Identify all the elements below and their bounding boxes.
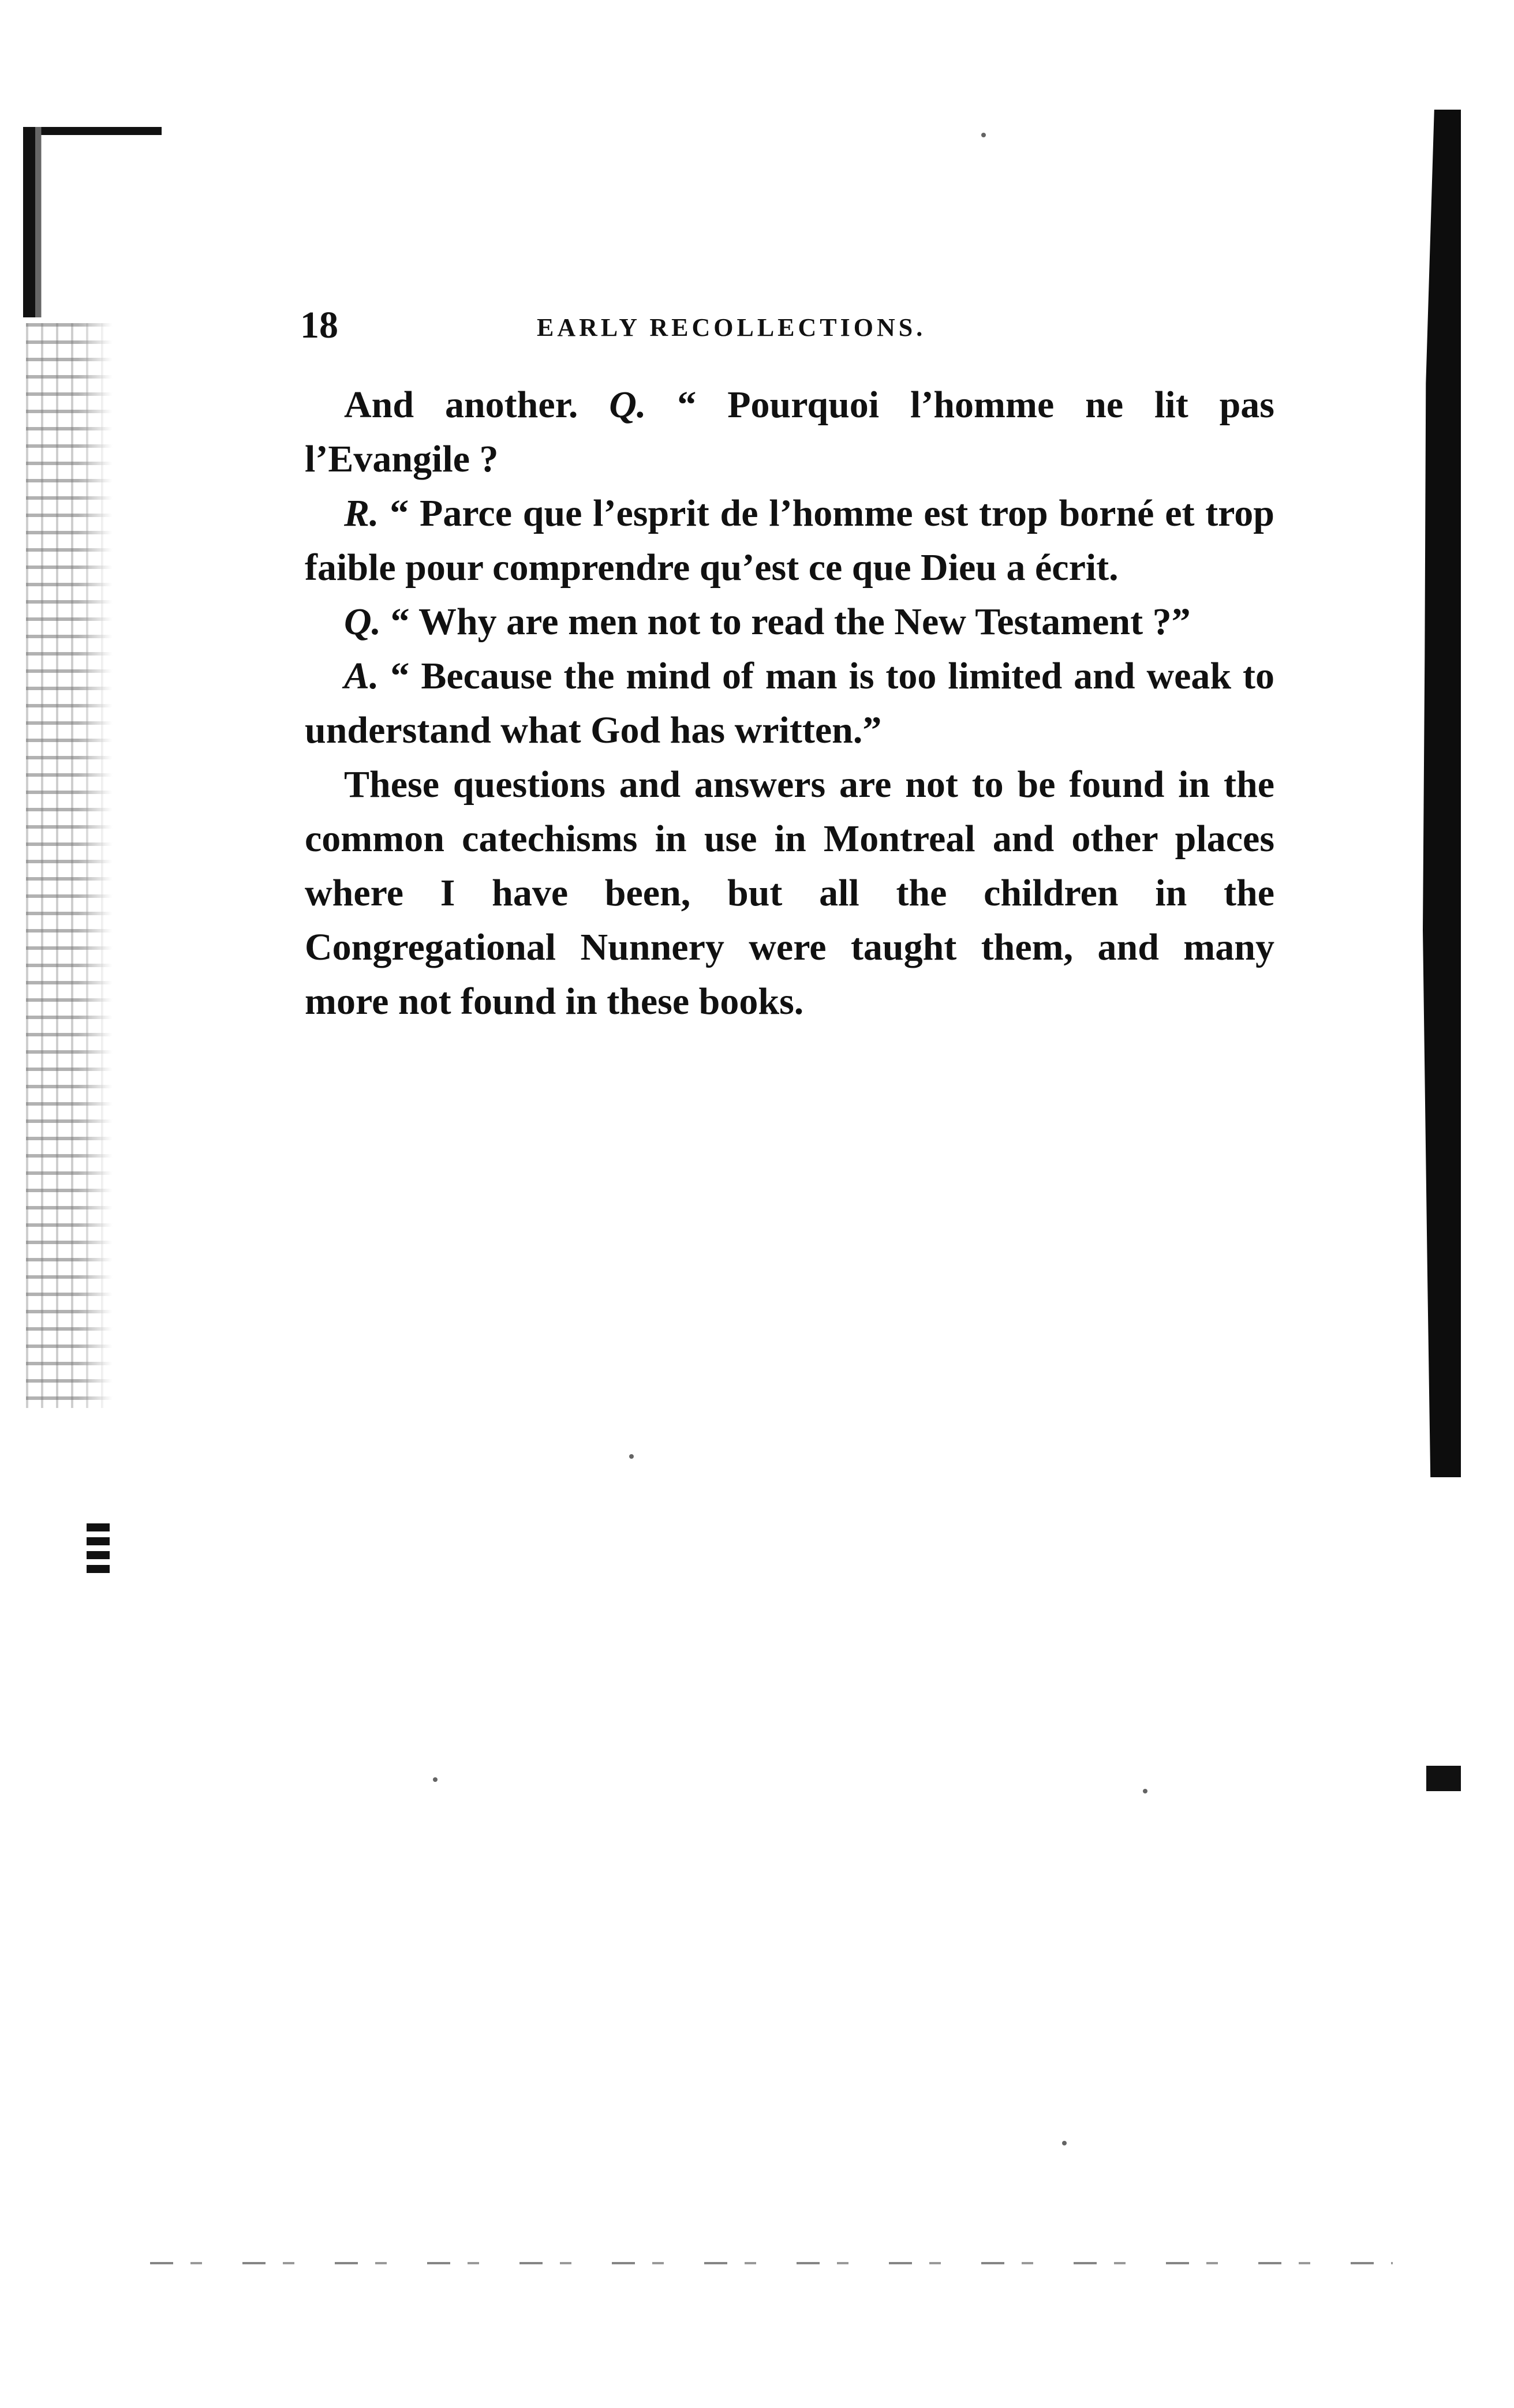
speck <box>629 1454 634 1459</box>
running-head: EARLY RECOLLECTIONS. <box>537 313 926 342</box>
scan-edge-right-mark <box>1426 1766 1461 1791</box>
scan-edge-left <box>23 127 63 317</box>
response-label: R. <box>344 492 379 534</box>
answer-label: A. <box>344 655 379 697</box>
question-label: Q. <box>344 601 382 643</box>
paragraph-text: “ Parce que l’esprit de l’homme est trop borné et trop faible pour comprendre qu’est ce que Dieu a écrit. <box>305 492 1274 589</box>
paragraph <box>305 595 1274 649</box>
scan-edge-right <box>1423 110 1461 1477</box>
speck <box>433 1777 438 1782</box>
question-label: Q. <box>609 384 646 426</box>
paragraph <box>305 649 1274 758</box>
scan-edge-left-block <box>87 1523 110 1575</box>
page-number: 18 <box>300 304 338 346</box>
paragraph <box>305 486 1274 595</box>
scan-edge-left-speckle <box>26 323 113 1408</box>
paragraph-lead: And another. <box>344 384 610 426</box>
paragraph-text: “ Why are men not to read the New Testament ?” <box>381 601 1191 643</box>
paragraph <box>305 378 1274 486</box>
speck <box>981 133 986 137</box>
paragraph-text: “ Because the mind of man is too limited and weak to understand what God has written.” <box>305 655 1274 751</box>
scan-bottom-edge <box>150 2262 1393 2264</box>
speck <box>1062 2141 1067 2145</box>
paragraph-text: These questions and answers are not to be found in the common catechisms in use in Montreal and other places where I have been, but all the children in the Congregational Nunnery were taught them, and many more not found in these books. <box>305 763 1274 1023</box>
body-text <box>305 378 1274 1029</box>
paragraph-text: “ Pourquoi l’homme ne lit pas l’Evangile ? <box>305 384 1274 480</box>
paragraph <box>305 758 1274 1029</box>
speck <box>1143 1789 1147 1793</box>
page-header <box>300 304 1016 344</box>
